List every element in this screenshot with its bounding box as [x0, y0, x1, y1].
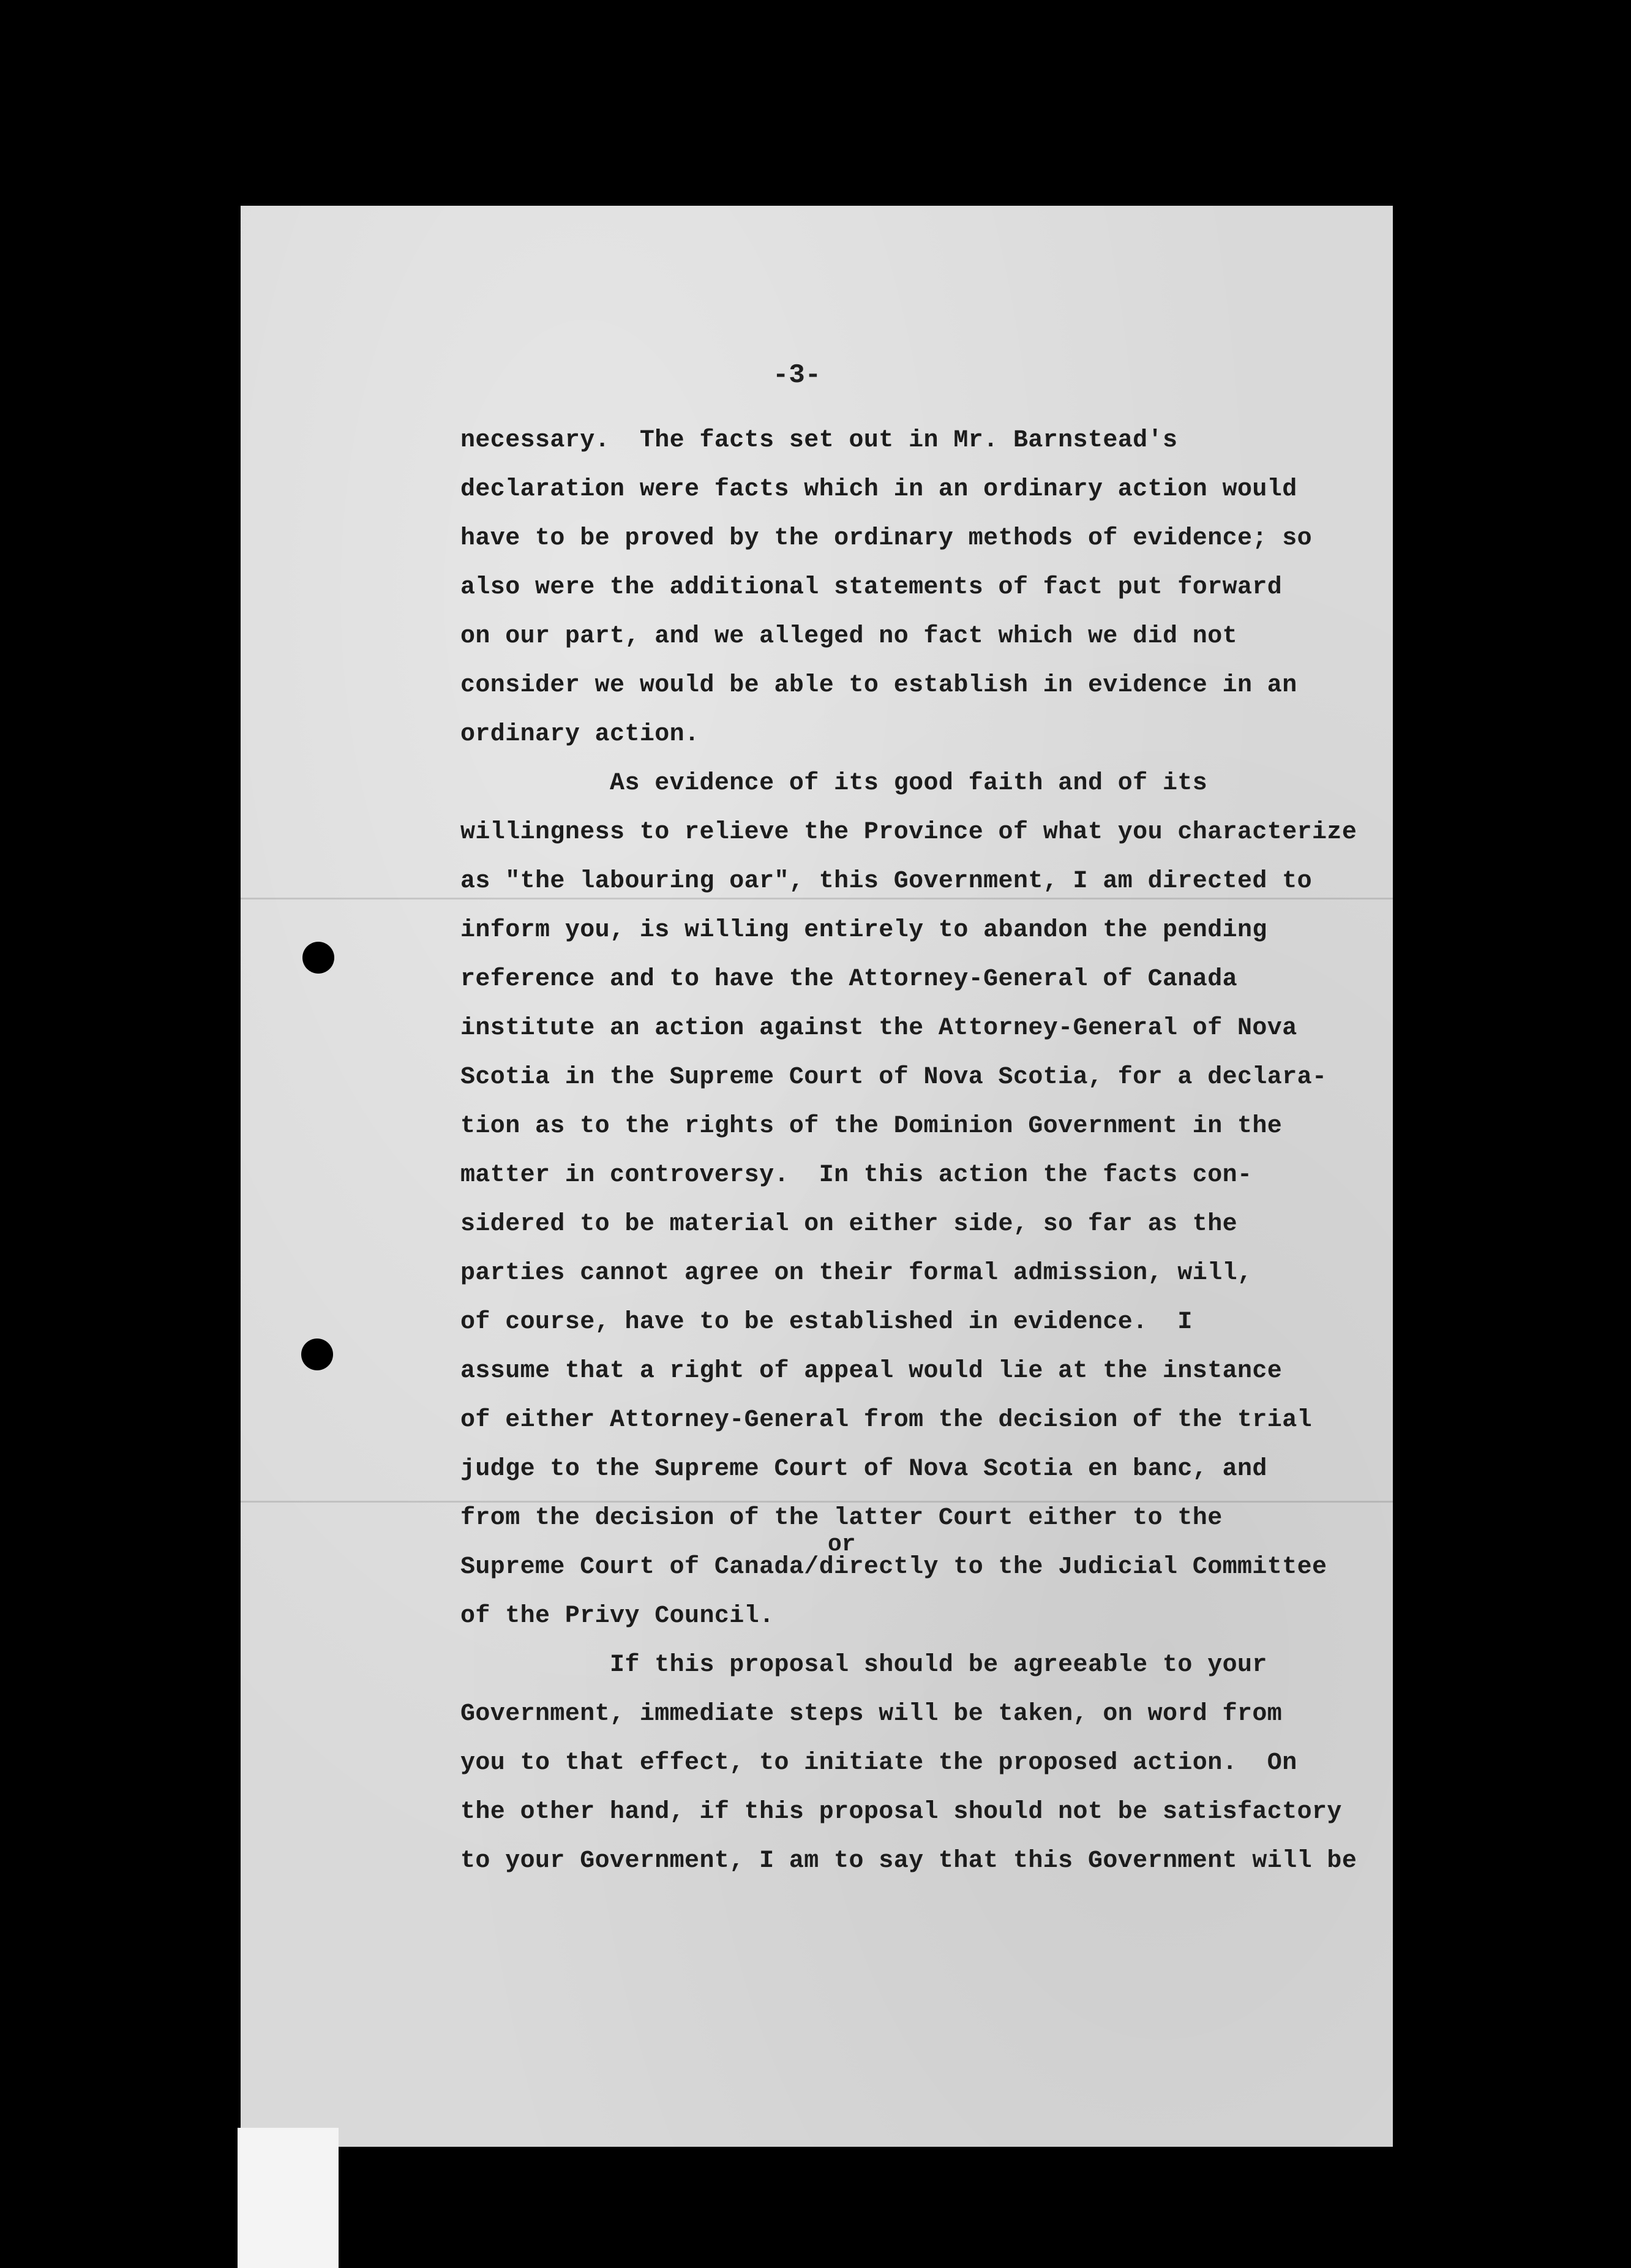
text-line: Scotia in the Supreme Court of Nova Scotia, for a declara-	[460, 1064, 1327, 1091]
text-line: ordinary action.	[460, 721, 700, 748]
text-line: declaration were facts which in an ordinary action would	[460, 476, 1297, 503]
text-line: have to be proved by the ordinary methods of evidence; so	[460, 525, 1313, 552]
text-line: If this proposal should be agreeable to your	[460, 1651, 1267, 1679]
text-line: As evidence of its good faith and of its	[460, 770, 1208, 797]
text-line: reference and to have the Attorney-General of Canada	[460, 966, 1238, 993]
text-line: assume that a right of appeal would lie at the instance	[460, 1357, 1283, 1385]
text-line: willingness to relieve the Province of what you characterize	[460, 819, 1357, 846]
text-line: matter in controversy. In this action the facts con-	[460, 1162, 1253, 1189]
paper-fold	[241, 898, 1393, 899]
text-line: institute an action against the Attorney-General of Nova	[460, 1015, 1297, 1042]
punch-hole	[302, 942, 334, 974]
text-line: to your Government, I am to say that this Government will be	[460, 1847, 1357, 1875]
text-line: of course, have to be established in evidence. I	[460, 1309, 1193, 1336]
text-line: inform you, is willing entirely to abandon the pending	[460, 917, 1267, 944]
text-line: necessary. The facts set out in Mr. Barnstead's	[460, 427, 1178, 454]
text-line: tion as to the rights of the Dominion Government in the	[460, 1113, 1283, 1140]
page-number: -3-	[773, 360, 822, 391]
text-line: of the Privy Council.	[460, 1602, 774, 1630]
text-line: also were the additional statements of fact put forward	[460, 574, 1283, 601]
text-line: judge to the Supreme Court of Nova Scotia en banc, and	[460, 1455, 1267, 1483]
punch-hole	[301, 1339, 333, 1370]
text-line: the other hand, if this proposal should not be satisfactory	[460, 1798, 1342, 1826]
text-line: as "the labouring oar", this Government, I am directed to	[460, 868, 1313, 895]
text-line: Supreme Court of Canada/directly to the Judicial Committee	[460, 1553, 1327, 1581]
text-line: you to that effect, to initiate the proposed action. On	[460, 1749, 1297, 1777]
text-line: sidered to be material on either side, so far as the	[460, 1211, 1238, 1238]
scan-edge-strip	[238, 2128, 339, 2268]
text-line: from the decision of the latter Court either to the	[460, 1504, 1223, 1532]
text-line: consider we would be able to establish in evidence in an	[460, 672, 1297, 699]
interlinear-insertion: or	[828, 1531, 856, 1558]
text-line: parties cannot agree on their formal admission, will,	[460, 1260, 1253, 1287]
text-line: on our part, and we alleged no fact which we did not	[460, 623, 1238, 650]
text-line: Government, immediate steps will be taken, on word from	[460, 1700, 1283, 1728]
paper-fold	[241, 1501, 1393, 1503]
text-line: of either Attorney-General from the decision of the trial	[460, 1406, 1313, 1434]
